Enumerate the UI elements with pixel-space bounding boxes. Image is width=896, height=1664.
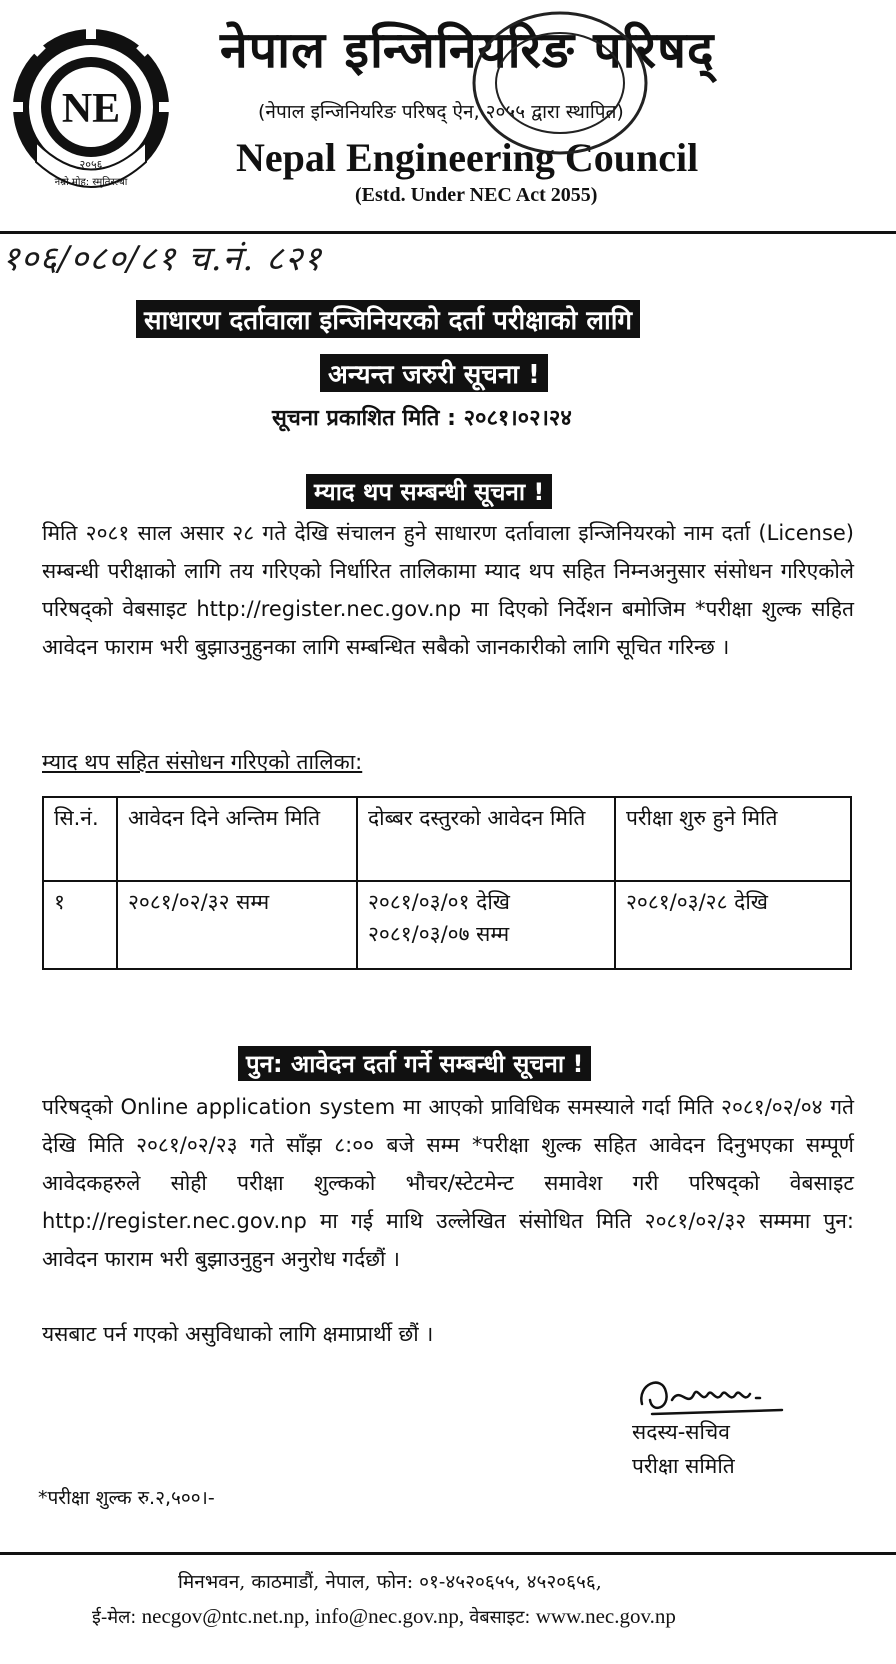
table-row [43,881,851,969]
extension-notice-heading: म्याद थप सम्बन्धी सूचना ! [306,474,552,509]
email-list[interactable]: necgov@ntc.net.np, info@nec.gov.np, [141,1604,465,1628]
email-label: ई-मेल: [92,1607,137,1628]
notice-heading-line2: अन्यन्त जरुरी सूचना ! [320,354,548,392]
revised-schedule-table [42,796,852,970]
published-date: सूचना प्रकाशित मिति : २०८१।०२।२४ [272,406,572,431]
website-link[interactable]: www.nec.gov.np [535,1604,676,1628]
footer-divider [0,1552,896,1555]
official-seal-icon [470,8,650,158]
signatory-title: सदस्य-सचिव [632,1420,730,1444]
header-exam-start: परीक्षा शुरु हुने मिति [615,797,851,881]
signatory-committee: परीक्षा समिति [632,1454,735,1478]
reapplication-notice-body: परिषद्को Online application system मा आएको प्राविधिक समस्याले गर्दा मिति २०८१/०२/०४ गते देखि मिति २०८१/०२/२३ गते साँझ ८:०० बजे सम्म *परीक्षा शुल्क सहित आवेदन दिनुभएका सम्पूर्ण आवेदकहरुले सोही परीक्षा शुल्कको भौचर/स्टेटमेन्ट समावेश गरी परिषद्को वेबसाइट http://register.nec.gov.np मा गई माथि उल्लेखित संसोधित मिति २०८१/०२/३२ सम्ममा पुन: आवेदन फाराम भरी बुझाउनुहुन अनुरोध गर्दछौं । [42,1095,854,1271]
svg-text:नम्रो मोह: स्मृतिरल्बा: नम्रो मोह: स्मृतिरल्बा [54,177,128,188]
cell-serial: १ [43,881,117,969]
exam-fee-note: *परीक्षा शुल्क रु.२,५००।- [38,1487,215,1509]
council-title-nepali: नेपाल इन्जिनियरिङ परिषद् [220,21,715,79]
council-subtitle-nepali: (नेपाल इन्जिनियरिङ परिषद् ऐन, २०५५ द्वारा स्थापित) [258,101,624,123]
svg-text:२०५६: २०५६ [79,158,103,171]
header-double-fee-date: दोब्बर दस्तुरको आवेदन मिति [357,797,615,881]
svg-text:NE: NE [61,86,121,132]
council-subtitle-english: (Estd. Under NEC Act 2055) [355,184,598,206]
notice-heading-line1: साधारण दर्तावाला इन्जिनियरको दर्ता परीक्षाको लागि [136,300,640,338]
apology-text: यसबाट पर्न गएको असुविधाको लागि क्षमाप्रार्थी छौं । [42,1322,434,1346]
cell-exam-start: २०८१/०३/२८ देखि [615,881,851,969]
footer-address: मिनभवन, काठमाडौं, नेपाल, फोन: ०१-४५२०६५५, ४५२०६५६, [178,1571,602,1593]
signature-icon [632,1364,792,1424]
cell-double-fee-date: २०८१/०३/०१ देखि २०८१/०३/०७ सम्म [357,881,615,969]
reapplication-notice-heading: पुन: आवेदन दर्ता गर्ने सम्बन्धी सूचना ! [238,1046,591,1081]
cell-last-date: २०८१/०२/३२ सम्म [117,881,357,969]
table-caption: म्याद थप सहित संसोधन गरिएको तालिका: [42,750,363,774]
table-header-row [43,797,851,881]
council-title-english: Nepal Engineering Council [236,135,699,180]
nec-logo [6,22,176,192]
website-label: वेबसाइट: [469,1607,531,1628]
reference-number: १०६/०८०/८१ च.नं. ८२१ [2,239,323,279]
header-serial: सि.नं. [43,797,117,881]
footer-contact [92,1604,676,1629]
extension-notice-body: मिति २०८१ साल असार २८ गते देखि संचालन हुने साधारण दर्तावाला इन्जिनियरको नाम दर्ता (License) सम्बन्धी परीक्षाको लागि तय गरिएको निर्धारित तालिकामा म्याद थप सहित निम्नअनुसार संसोधन गरिएकोले परिषद्को वेबसाइट http://register.nec.gov.np मा दिएको निर्देशन बमोजिम *परीक्षा शुल्क सहित आवेदन फाराम भरी बुझाउनुहुनका लागि सम्बन्धित सबैको जानकारीको लागि सूचित गरिन्छ । [42,521,854,659]
header-last-date: आवेदन दिने अन्तिम मिति [117,797,357,881]
